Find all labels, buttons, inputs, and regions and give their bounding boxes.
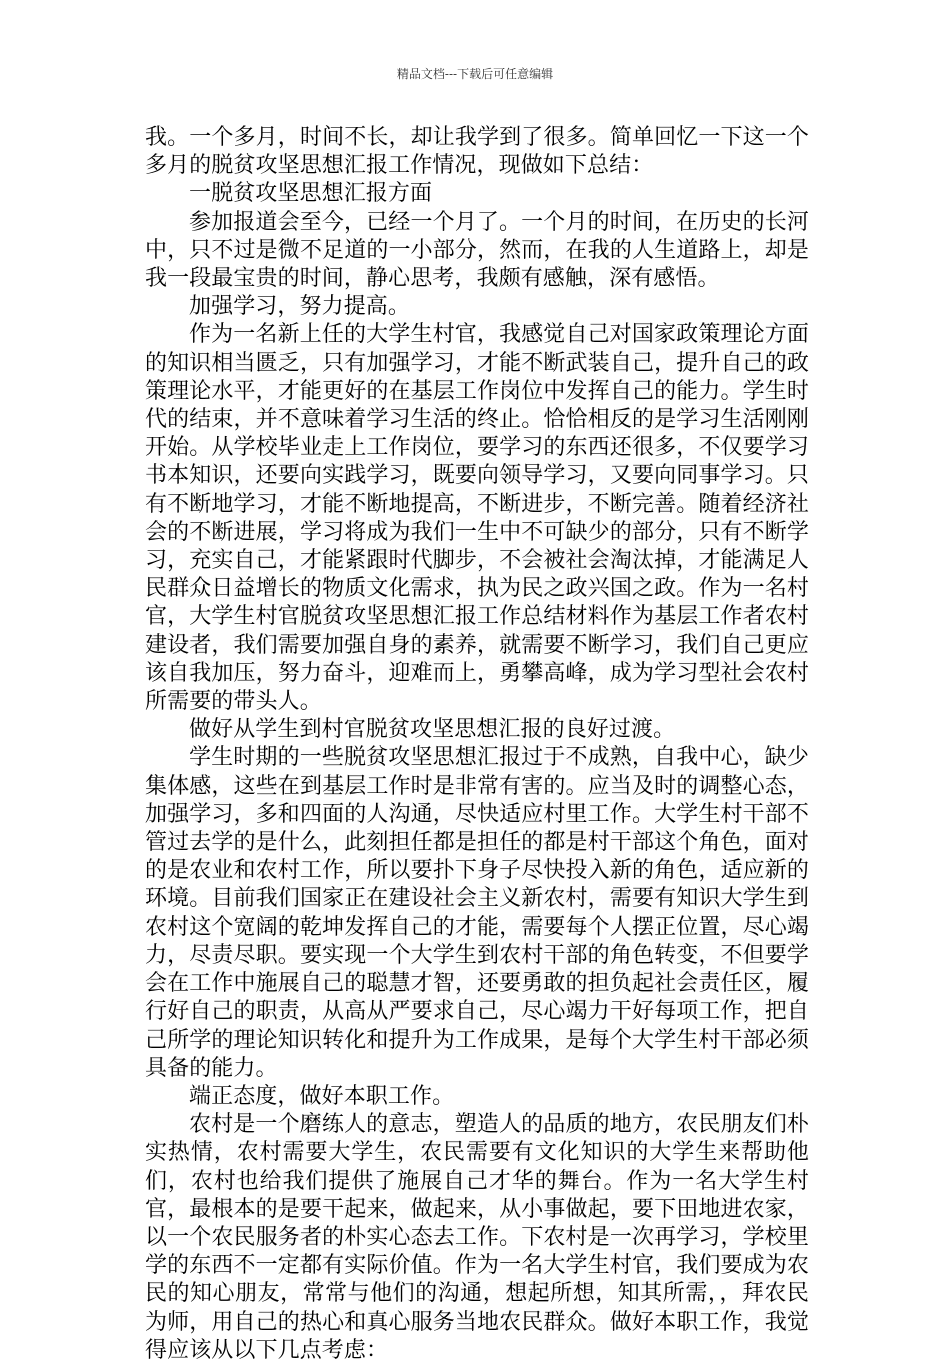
paragraph: 农村是一个磨练人的意志，塑造人的品质的地方，农民朋友们朴实热情，农村需要大学生，农民需要有文化知识的大学生来帮助他们，农村也给我们提供了施展自己才华的舞台。作为一名大学生村官，最根本的是要干起来，做起来，从小事做起，要下田地进农家，以一个农民服务者的朴实心态去工作。下农村是一次再学习，学校里学的东西不一定都有实际价值。作为一名大学生村官，我们要成为农民的知心朋友，常常与他们的沟通，想起所想，知其所需，，拜农民为师，用自己的热心和真心服务当地农民群众。做好本职工作，我觉得应该从以下几点考虑：: [145, 1112, 809, 1363]
paragraph: 学生时期的一些脱贫攻坚思想汇报过于不成熟，自我中心，缺少集体感，这些在到基层工作时是非常有害的。应当及时的调整心态，加强学习，多和四面的人沟通，尽快适应村里工作。大学生村干部不管过去学的是什么，此刻担任都是担任的都是村干部这个角色，面对的是农业和农村工作，所以要扑下身子尽快投入新的角色，适应新的环境。目前我们国家正在建设社会主义新农村，需要有知识大学生到农村这个宽阔的乾坤发挥自己的才能，需要每个人摆正位置，尽心竭力，尽责尽职。要实现一个大学生到农村干部的角色转变，不但要学会在工作中施展自己的聪慧才智，还要勇敢的担负起社会责任区，履行好自己的职责，从高从严要求自己，尽心竭力干好每项工作，把自己所学的理论知识转化和提升为工作成果，是每个大学生村干部必须具备的能力。: [145, 745, 809, 1081]
section-heading: 一脱贫攻坚思想汇报方面: [189, 181, 433, 207]
paragraph: 我。一个多月，时间不长，却让我学到了很多。简单回忆一下这一个多月的脱贫攻坚思想汇报工作情况，现做如下总结：: [145, 125, 809, 179]
subsection-heading: 端正态度，做好本职工作。: [189, 1083, 455, 1109]
page-header: 精品文档---下载后可任意编辑: [396, 67, 554, 81]
subsection-heading: 加强学习，努力提高。: [189, 294, 411, 320]
subsection-heading: 做好从学生到村官脱贫攻坚思想汇报的良好过渡。: [189, 717, 676, 743]
paragraph: 作为一名新上任的大学生村官，我感觉自己对国家政策理论方面的知识相当匮乏，只有加强学习，才能不断武装自己，提升自己的政策理论水平，才能更好的在基层工作岗位中发挥自己的能力。学生时代的结束，并不意味着学习生活的终止。恰恰相反的是学习生活刚刚开始。从学校毕业走上工作岗位，要学习的东西还很多，不仅要学习书本知识，还要向实践学习，既要向领导学习，又要向同事学习。只有不断地学习，才能不断地提高，不断进步，不断完善。随着经济社会的不断进展，学习将成为我们一生中不可缺少的部分，只有不断学习，充实自己，才能紧跟时代脚步，不会被社会淘汰掉，才能满足人民群众日益增长的物质文化需求，执为民之政兴国之政。作为一名村官，大学生村官脱贫攻坚思想汇报工作总结材料作为基层工作者农村建设者，我们需要加强自身的素养，就需要不断学习，我们自己更应该自我加压，努力奋斗，迎难而上，勇攀高峰，成为学习型社会农村所需要的带头人。: [145, 322, 809, 715]
document-body: [145, 124, 809, 1365]
paragraph: 参加报道会至今，已经一个月了。一个月的时间，在历史的长河中，只不过是微不足道的一小部分，然而，在我的人生道路上，却是我一段最宝贵的时间，静心思考，我颇有感触，深有感悟。: [145, 209, 809, 292]
